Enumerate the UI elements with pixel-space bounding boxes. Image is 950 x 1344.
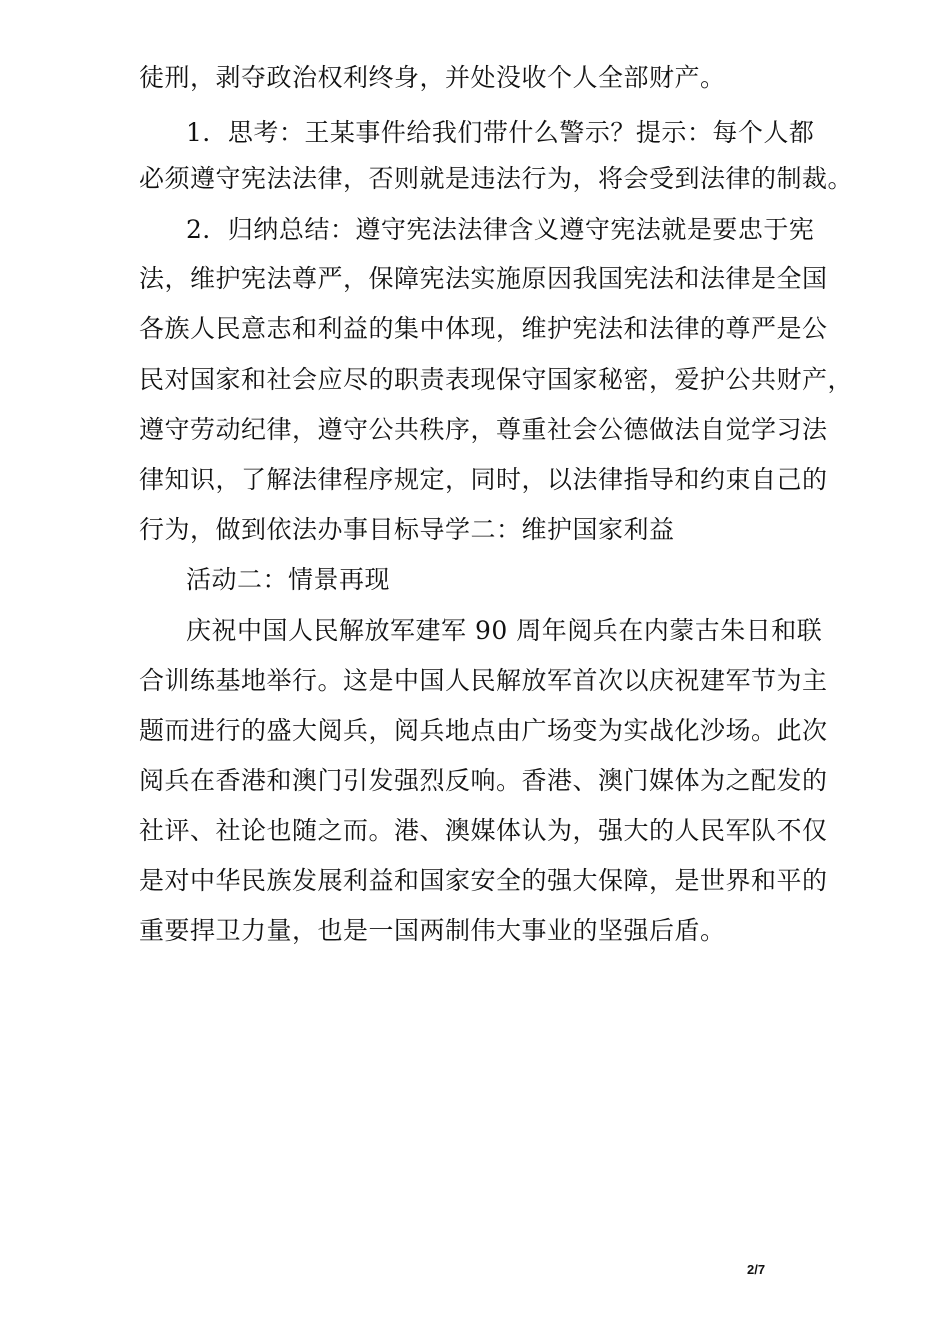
text-line: 各族人民意志和利益的集中体现，维护宪法和法律的尊严是公 bbox=[139, 314, 828, 343]
text-line: 徒刑，剥夺政治权利终身，并处没收个人全部财产。 bbox=[139, 63, 726, 92]
text-line: 行为，做到依法办事目标导学二：维护国家利益 bbox=[139, 515, 675, 544]
text-line: 社评、社论也随之而。港、澳媒体认为，强大的人民军队不仅 bbox=[139, 816, 828, 845]
text-line: 合训练基地举行。这是中国人民解放军首次以庆祝建军节为主 bbox=[139, 666, 828, 695]
text-line: 1．思考：王某事件给我们带什么警示？提示：每个人都 bbox=[186, 118, 815, 147]
text-line: 遵守劳动纪律，遵守公共秩序，尊重社会公德做法自觉学习法 bbox=[139, 415, 828, 444]
text-line: 法，维护宪法尊严，保障宪法实施原因我国宪法和法律是全国 bbox=[139, 264, 828, 293]
text-line: 是对中华民族发展利益和国家安全的强大保障，是世界和平的 bbox=[139, 866, 828, 895]
text-line: 题而进行的盛大阅兵，阅兵地点由广场变为实战化沙场。此次 bbox=[139, 716, 828, 745]
text-line: 庆祝中国人民解放军建军 90 周年阅兵在内蒙古朱日和联 bbox=[186, 616, 823, 645]
text-line: 必须遵守宪法法律，否则就是违法行为，将会受到法律的制裁。 bbox=[139, 164, 854, 193]
text-line: 重要捍卫力量，也是一国两制伟大事业的坚强后盾。 bbox=[139, 916, 726, 945]
text-line: 律知识，了解法律程序规定，同时，以法律指导和约束自己的 bbox=[139, 465, 828, 494]
text-line: 民对国家和社会应尽的职责表现保守国家秘密，爱护公共财产， bbox=[139, 365, 854, 394]
text-line: 2．归纳总结：遵守宪法法律含义遵守宪法就是要忠于宪 bbox=[186, 215, 815, 244]
section-heading: 活动二：情景再现 bbox=[186, 565, 391, 594]
page-number: 2/7 bbox=[747, 1262, 766, 1277]
text-line: 阅兵在香港和澳门引发强烈反响。香港、澳门媒体为之配发的 bbox=[139, 766, 828, 795]
